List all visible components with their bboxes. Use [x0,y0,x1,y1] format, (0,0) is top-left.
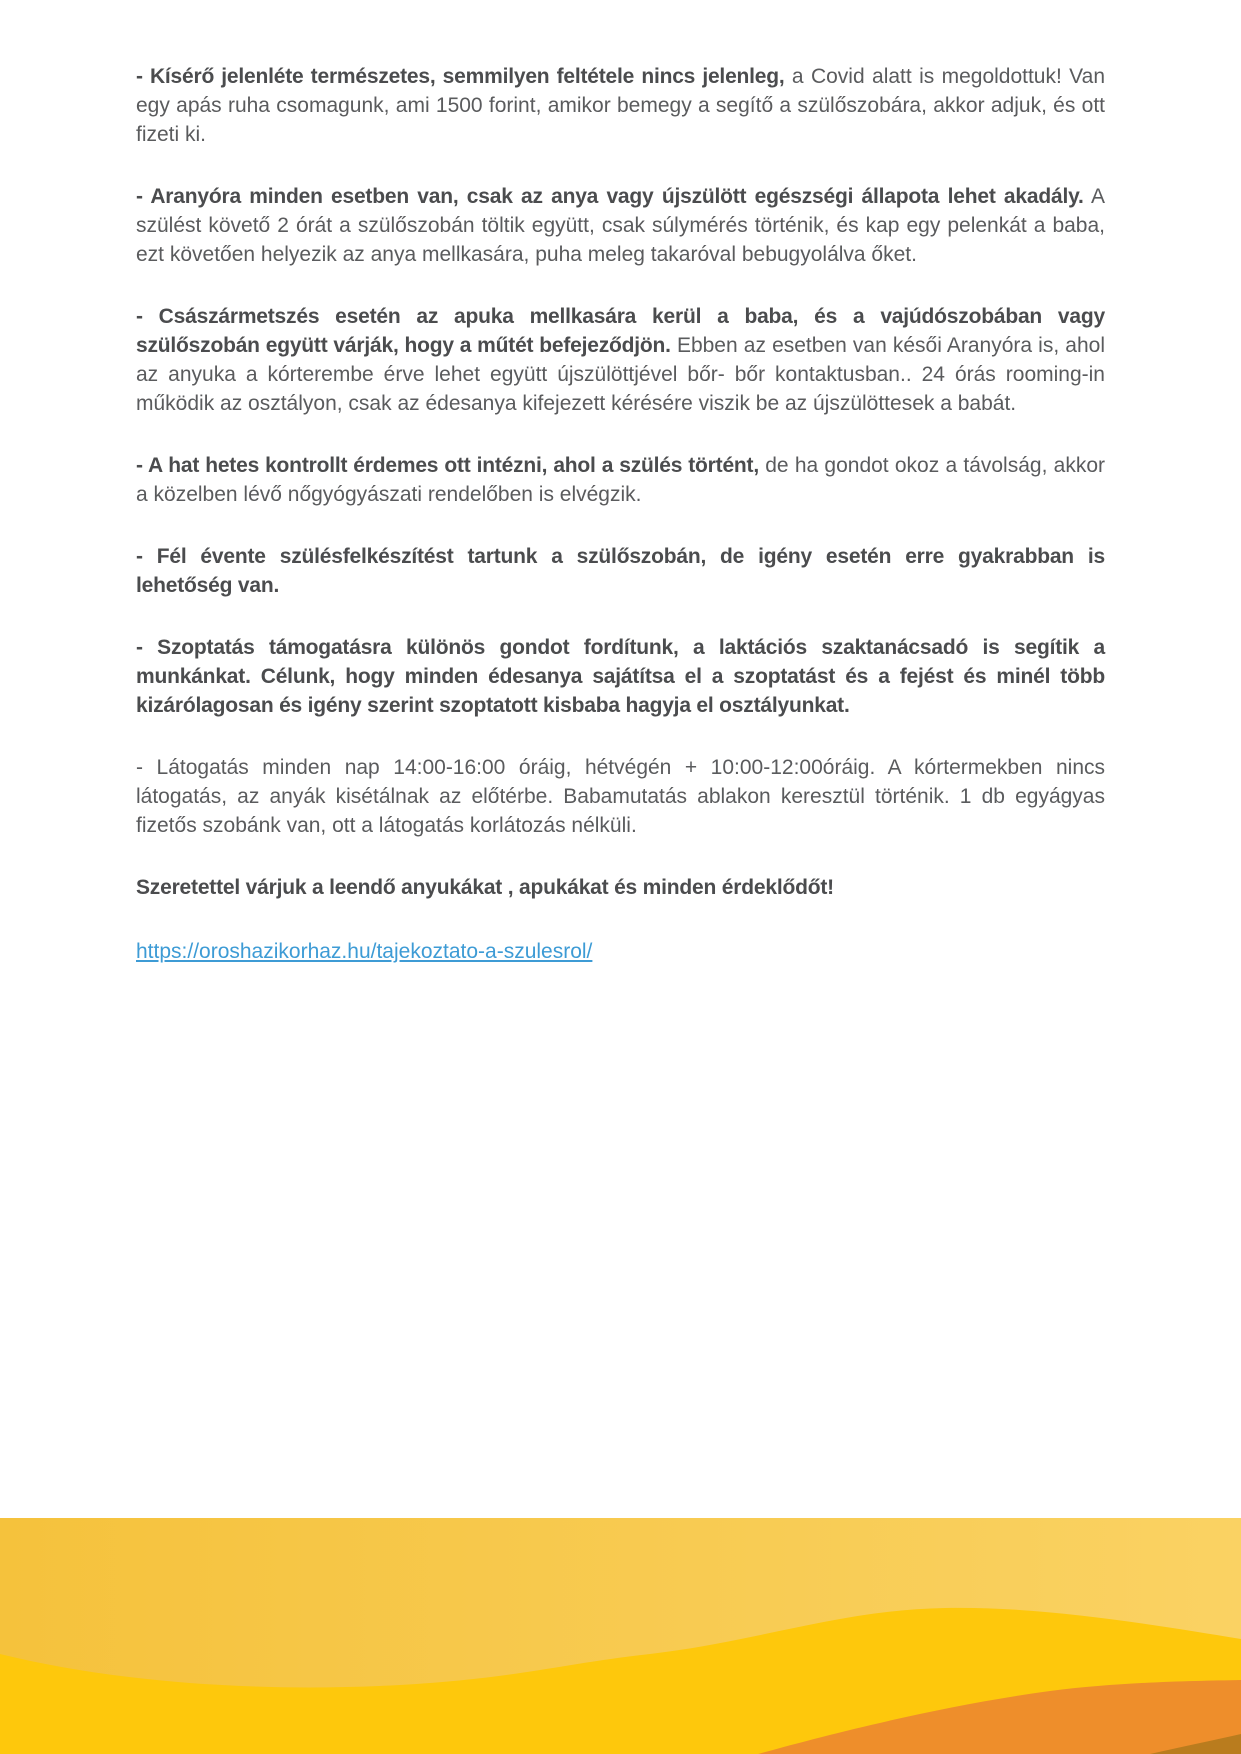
paragraph-szulesfelkeszites [136,542,1105,600]
paragraph-latogatas [136,753,1105,840]
paragraph-bold-text: - Aranyóra minden esetben van, csak az anya vagy újszülött egészségi állapota lehet akadály. [136,185,1084,208]
paragraph-regular-text: Ebben az esetben van késői Aranyóra is, ahol az anyuka a kórterembe érve lehet együtt újszülöttjével bőr- bőr kontaktusban.. 24 órás rooming-in működik az osztályon, csak az édesanya kifejezett kérésére viszik be az újszülöttesek a babát. [136,334,1105,415]
paragraph-regular-text: a Covid alatt is megoldottuk! Van egy apás ruha csomagunk, ami 1500 forint, amikor bemegy a segítő a szülőszobára, akkor adjuk, és ott fizeti ki. [136,65,1105,146]
closing-statement: Szeretettel várjuk a leendő anyukákat , apukákat és minden érdeklődőt! [136,876,834,899]
paragraph-bold-text: - Szoptatás támogatásra különös gondot fordítunk, a laktációs szaktanácsadó is segítik a munkánkat. Célunk, hogy minden édesanya sajátítsa el a szoptatást és a fejést és minél több kizárólagosan és igény szerint szoptatott kisbaba hagyja el osztályunkat. [136,636,1105,717]
link-paragraph [136,937,1105,966]
footer-wave-graphic [0,1518,1241,1754]
paragraph-kisero [136,62,1105,149]
paragraph-bold-text: - Fél évente szülésfelkészítést tartunk a szülőszobán, de igény esetén erre gyakrabban is lehetőség van. [136,545,1105,597]
paragraph-regular-text: - Látogatás minden nap 14:00-16:00 óráig, hétvégén + 10:00-12:00óráig. A kórtermekben nincs látogatás, az anyák kisétálnak az előtérbe. Babamutatás ablakon keresztül történik. 1 db egyágyas fizetős szobánk van, ott a látogatás korlátozás nélküli. [136,756,1105,837]
paragraph-kontroll [136,451,1105,509]
paragraph-szoptatas [136,633,1105,720]
document-body [136,62,1105,966]
paragraph-bold-text: - Császármetszés esetén az apuka mellkasára kerül a baba, és a vajúdószobában vagy szülőszobán együtt várják, hogy a műtét befejeződjön. [136,305,1105,357]
paragraph-regular-text: A szülést követő 2 órát a szülőszobán töltik együtt, csak súlymérés történik, és kap egy pelenkát a baba, ezt követően helyezik az anya mellkasára, puha meleg takaróval bebugyolálva őket. [136,185,1106,266]
paragraph-bold-text: - A hat hetes kontrollt érdemes ott intézni, ahol a szülés történt, [136,454,759,477]
external-link[interactable]: https://oroshazikorhaz.hu/tajekoztato-a-szulesrol/ [136,940,593,963]
paragraph-regular-text: de ha gondot okoz a távolság, akkor a közelben lévő nőgyógyászati rendelőben is elvégzik. [136,454,1105,506]
paragraph-bold-text: - Kísérő jelenléte természetes, semmilyen feltétele nincs jelenleg, [136,65,785,88]
paragraph-csaszarmetszes [136,302,1105,418]
paragraph-aranyora [136,182,1105,269]
